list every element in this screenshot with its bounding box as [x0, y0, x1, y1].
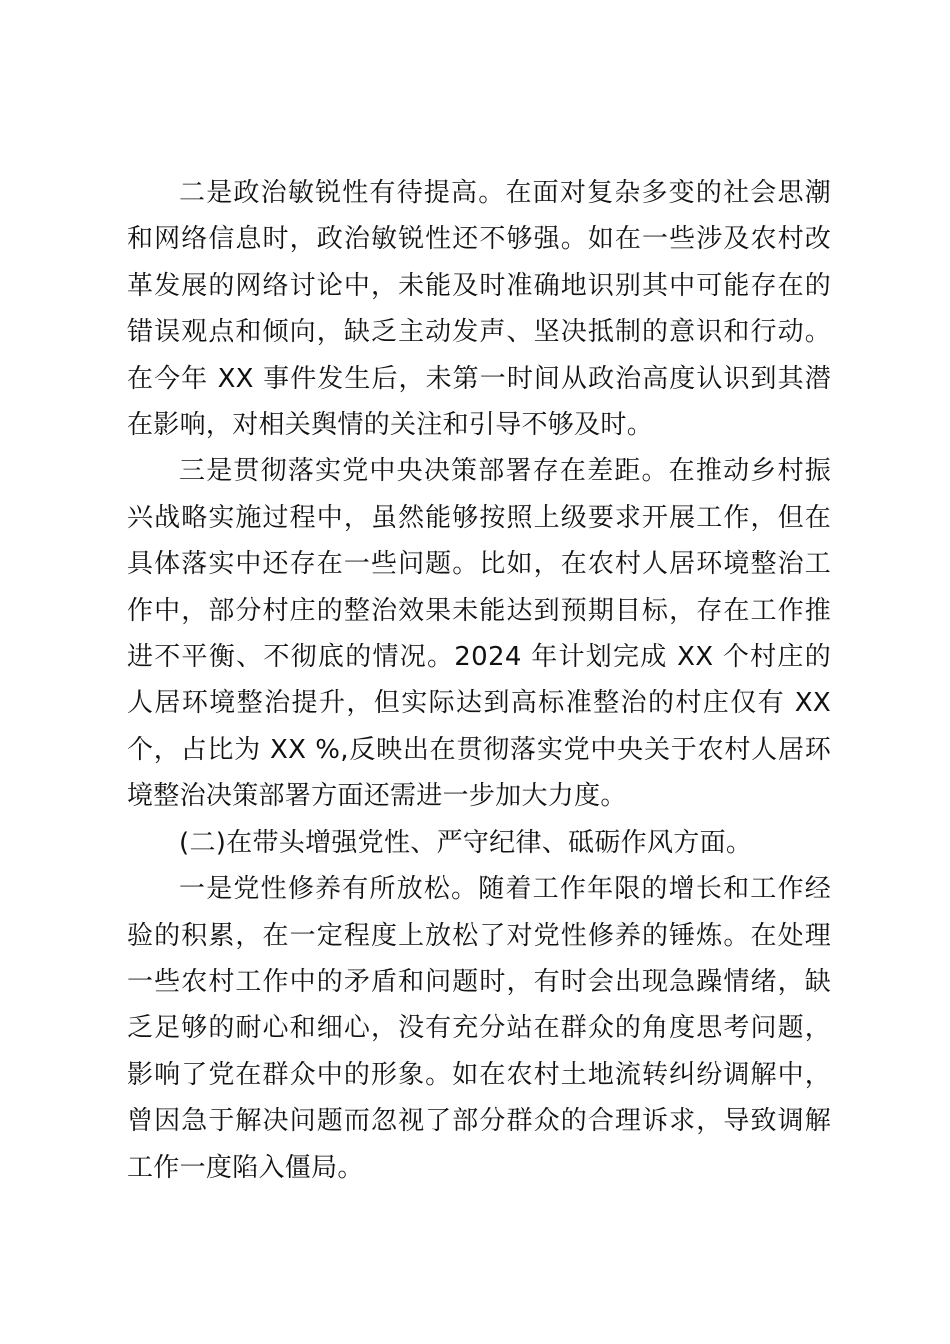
paragraph-party-cultivation: 一是党性修养有所放松。随着工作年限的增长和工作经验的积累，在一定程度上放松了对党性修养的锤炼。在处理一些农村工作中的矛盾和问题时，有时会出现急躁情绪，缺乏足够的耐心和细心，没有充分站在群众的角度思考问题，影响了党在群众中的形象。如在农村土地流转纠纷调解中，曾因急于解决问题而忽视了部分群众的合理诉求，导致调解工作一度陷入僵局。 [127, 874, 831, 1183]
document-body [127, 170, 831, 1191]
paragraph-political-sensitivity: 二是政治敏锐性有待提高。在面对复杂多变的社会思潮和网络信息时，政治敏锐性还不够强。如在一些涉及农村改革发展的网络讨论中，未能及时准确地识别其中可能存在的错误观点和倾向，缺乏主动发声、坚决抵制的意识和行动。在今年 XX 事件发生后，未第一时间从政治高度认识到其潜在影响，对相关舆情的关注和引导不够及时。 [127, 178, 831, 441]
section-heading-party-spirit: (二)在带头增强党性、严守纪律、砥砺作风方面。 [179, 827, 753, 858]
paragraph-implementation-gap: 三是贯彻落实党中央决策部署存在差距。在推动乡村振兴战略实施过程中，虽然能够按照上级要求开展工作，但在具体落实中还存在一些问题。比如，在农村人居环境整治工作中，部分村庄的整治效果未能达到预期目标，存在工作推进不平衡、不彻底的情况。2024 年计划完成 XX 个村庄的人居环境整治提升，但实际达到高标准整治的村庄仅有 XX 个，占比为 XX %,反映出在贯彻落实党中央关于农村人居环境整治决策部署方面还需进一步加大力度。 [127, 456, 831, 812]
